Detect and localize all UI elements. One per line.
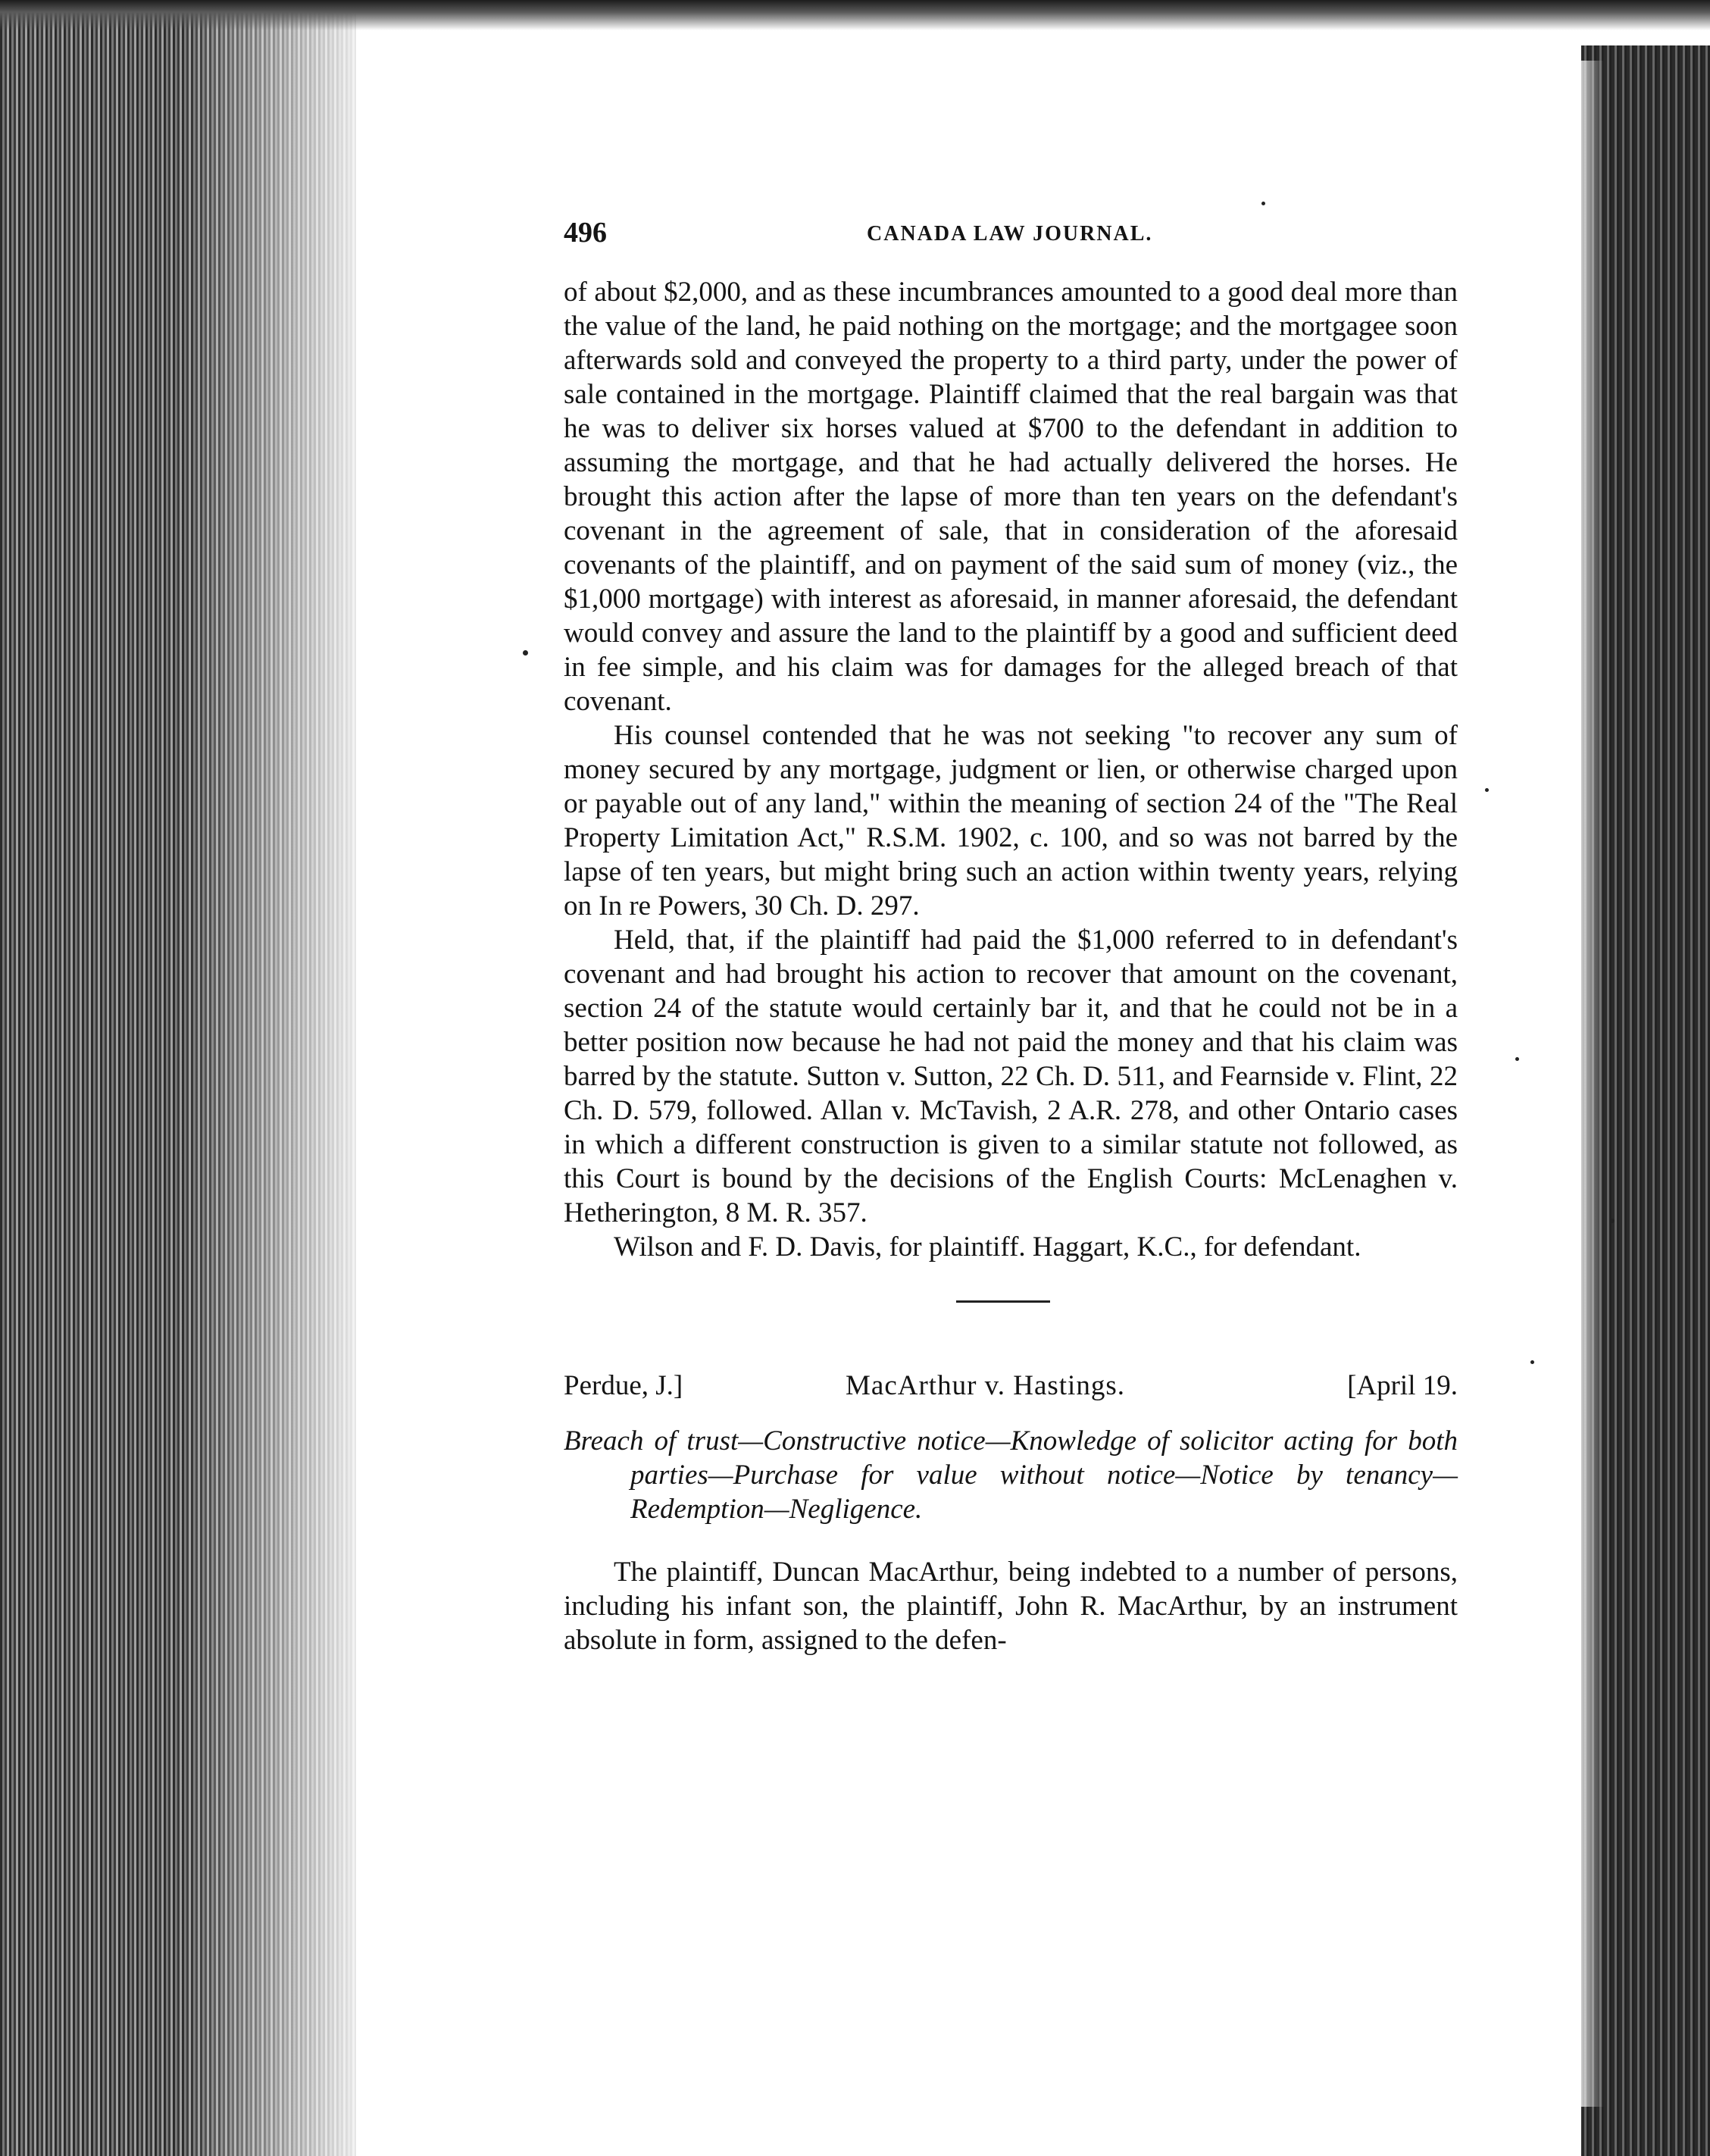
- scan-speck: [1261, 202, 1265, 205]
- scan-speck: [1515, 1057, 1519, 1061]
- counsel-paragraph: Wilson and F. D. Davis, for plaintiff. Haggart, K.C., for defendant.: [614, 1231, 1361, 1263]
- scan-speck: [523, 650, 528, 656]
- scan-speck: [1485, 788, 1489, 792]
- running-title: CANADA LAW JOURNAL.: [867, 222, 1153, 246]
- scan-speck: [1610, 1219, 1615, 1223]
- paragraph: Held, that, if the plaintiff had paid the $1,000 referred to in defendant's covenant and had brought his action to recover that amount on the covenant, section 24 of the statute would certainly bar it, and that he could not be in a better position now because he had not paid the money and that his claim was barred by the statute. Sutton v. Sutton, 22 Ch. D. 511, and Fearnside v. Flint, 22 Ch. D. 579, followed. Allan v. McTavish, 2 A.R. 278, and other Ontario cases in which a different construction is given to a similar statute not followed, as this Court is bound by the decisions of the English Courts: McLenaghen v. Hetherington, 8 M. R. 357.: [564, 925, 1458, 1228]
- case-header: [564, 1369, 1458, 1407]
- paragraph: The plaintiff, Duncan MacArthur, being indebted to a number of persons, including his infant son, the plaintiff, John R. MacArthur, by an instrument absolute in form, assigned to the defen-: [564, 1557, 1458, 1656]
- case-date: [April 19.: [1347, 1370, 1458, 1401]
- case-headnote: Breach of trust—Constructive notice—Knowledge of solicitor acting for both parties—Purchase for value without notice—Notice by tenancy—Redemption—Negligence.: [564, 1425, 1458, 1525]
- page-header: [564, 216, 1458, 258]
- case-judge: Perdue, J.]: [564, 1370, 683, 1401]
- scan-speck: [1530, 1360, 1534, 1364]
- case-opening: [564, 1555, 1458, 1657]
- journal-page: [564, 216, 1458, 1657]
- paragraph: His counsel contended that he was not seeking "to recover any sum of money secured by any mortgage, judgment or lien, or otherwise charged upon or payable out of any land," within the meaning of section 24 of the "The Real Property Limitation Act," R.S.M. 1902, c. 100, and so was not barred by the lapse of ten years, but might bring such an action within twenty years, relying on In re Powers, 30 Ch. D. 297.: [564, 720, 1458, 922]
- case-report-body: [564, 275, 1458, 1264]
- scan-top-shadow: [0, 0, 1710, 30]
- page-number: 496: [564, 217, 607, 249]
- section-divider: [956, 1300, 1050, 1303]
- case-title: MacArthur v. Hastings.: [846, 1370, 1125, 1401]
- scan-left-fade: [182, 0, 379, 2156]
- paragraph: of about $2,000, and as these incumbrances amounted to a good deal more than the value of the land, he paid nothing on the mortgage; and the mortgagee soon afterwards sold and conveyed the property to a third party, under the power of sale contained in the mortgage. Plaintiff claimed that the real bargain was that he was to deliver six horses valued at $700 to the defendant in addition to assuming the mortgage, and that he had actually delivered the horses. He brought this action after the lapse of more than ten years on the defendant's covenant in the agreement of sale, that in consideration of the aforesaid covenants of the plaintiff, and on payment of the said sum of money (viz., the $1,000 mortgage) with interest as aforesaid, in manner aforesaid, the defendant would convey and assure the land to the plaintiff by a good and sufficient deed in fee simple, and his claim was for damages for the alleged breach of that covenant.: [564, 277, 1458, 717]
- scan-right-fade: [1574, 61, 1604, 2107]
